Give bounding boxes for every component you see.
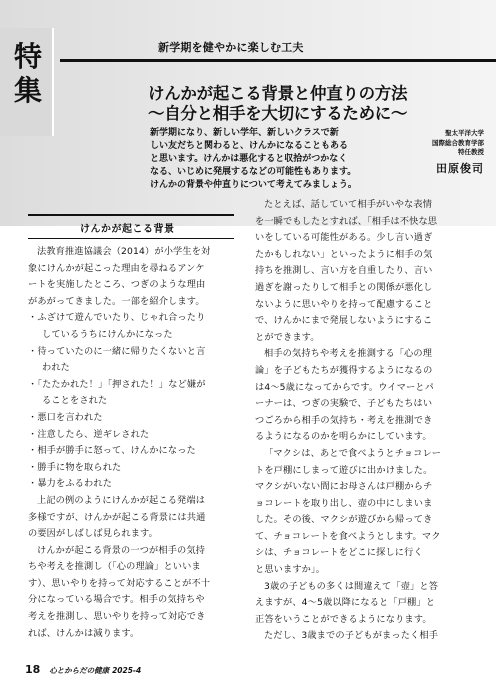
text-line: たとえば、話していて相手がいやな表情 (264, 199, 433, 210)
kicker: 新学期を健やかに楽しむ工夫 (158, 41, 304, 54)
text-line: 持ちを推測し、言い方を自重したり、言い (255, 265, 433, 277)
text-line: は4〜5歳になってからです。ウイマーとパ (255, 381, 434, 393)
bullet-line: ・注意したら、逆ギレされた (28, 428, 150, 440)
text-line: けんかが起こる背景の一つが相手の気持 (37, 544, 206, 556)
text-line: たかもしれない」といったように相手の気 (255, 248, 433, 260)
page-footer (25, 663, 141, 676)
lead-line: と思います。けんかは悪化すると収拾がつかなく (150, 154, 348, 164)
text-line: 正答をいうことができるようになります。 (255, 613, 432, 625)
text-line: マクシがいない間にお母さんは戸棚からチ (255, 481, 433, 493)
text-line: しているうちにけんかになった (42, 328, 173, 340)
bullet-line: ・勝手に物を取られた (28, 461, 122, 473)
text-line: 分になっている場合です。相手の気持ちや (28, 594, 205, 606)
magazine-title: 心とからだの健康 (49, 666, 110, 675)
text-line: ョコレートを取り出し、壺の中にしまいま (255, 497, 433, 509)
text-line: す）、思いやりを持って対応することが不十 (28, 577, 211, 589)
bullet-line: ・ふざけて遊んでいたり、じゃれ合ったり (28, 312, 206, 324)
text-line: ただし、3歳までの子どもがまったく相手 (264, 630, 439, 642)
text-line: で、けんかにまで発展しないようにするこ (255, 315, 433, 327)
text-line: るようになるのかを明らかにしています。 (255, 431, 432, 443)
text-line: シは、チョコレートをどこに探しに行く (255, 547, 423, 559)
text-line: 相手の気持ちや考えを推測する「心の理 (264, 348, 433, 360)
text-line: われた (42, 362, 71, 374)
bullet-line: ・暴力をふるわれた (28, 478, 113, 490)
text-line: つごろから相手の気持ち・考えを推測でき (255, 414, 433, 426)
bullet-line: ・「たたかれた！」「押された！」など嫌が (28, 378, 206, 390)
lead-line: しい友だちと関わると、けんかになることもある (150, 141, 349, 151)
text-line: ートを実施したところ、つぎのような理由 (28, 279, 206, 291)
text-line: を一瞬でもしたとすれば、「相手は不快な思 (255, 215, 438, 227)
section-heading-box (28, 214, 234, 239)
lead-paragraph (150, 127, 372, 192)
lead-line: なる、いじめに発展するなどの可能性もあります。 (150, 167, 357, 177)
article-title: けんかが起こる背景と仲直りの方法 (148, 84, 408, 103)
bullet-line: ・相手が勝手に怒って、けんかになった (28, 445, 196, 457)
header-divider (60, 59, 496, 62)
bullet-line: ・悪口を言われた (28, 411, 103, 423)
left-column (28, 244, 232, 642)
author-block (384, 129, 484, 176)
lead-line: けんかの背景や仲直りについて考えてみましょう。 (150, 180, 357, 190)
text-line: えますが、4〜5歳以降になると「戸棚」と (255, 597, 436, 609)
text-line: とができます。 (255, 331, 320, 343)
text-line: て、チョコレートを食べようとします。マク (255, 530, 441, 542)
text-line: 「マクシは、あとで食べようとチョコレー (264, 447, 442, 459)
text-line: 過ぎを謝ったりして相手との関係が悪化し (255, 281, 433, 293)
text-line: ることをされた (42, 395, 108, 407)
text-line: ないように思いやりを持って配慮すること (255, 298, 433, 310)
author-affiliation: 聖太平洋大学 (445, 129, 484, 137)
text-line: 考えを推測し、思いやりを持って対応でき (28, 611, 206, 623)
text-line: トを戸棚にしまって遊びに出かけました。 (255, 464, 433, 476)
text-line: れば、けんかは減ります。 (28, 627, 140, 639)
section-heading: けんかが起こる背景 (80, 224, 175, 235)
text-line: の要因がしばしば見られます。 (28, 528, 158, 540)
text-line: 論」を子どもたちが獲得するようになるの (255, 364, 433, 376)
text-line: 上記の例のようにけんかが起こる発端は (37, 494, 206, 506)
text-line: 象にけんかが起こった理由を尋ねるアンケ (28, 262, 205, 274)
text-line: ちや考えを推測し（「心の理論」といいま (28, 561, 201, 573)
text-line: 多様ですが、けんかが起こる背景には共通 (28, 511, 206, 523)
text-line: した。その後、マクシが遊びから帰ってき (255, 514, 433, 526)
page-number: 18 (25, 663, 41, 676)
feature-tag: 特集 (13, 40, 42, 107)
text-line: ーナーは、つぎの実験で、子どもたちはい (255, 398, 433, 410)
text-line: 3歳の子どもの多くは間違えて「壺」と答 (264, 580, 439, 592)
text-line: いをしている可能性がある。少し言い過ぎ (255, 232, 433, 244)
right-column (255, 197, 463, 645)
author-position: 特任教授 (458, 148, 484, 156)
issue-number: 2025-4 (112, 666, 142, 675)
lead-line: 新学期になり、新しい学年、新しいクラスで新 (150, 128, 339, 138)
text-line: と思いますか」。 (255, 564, 326, 576)
author-department: 国際総合教育学部 (432, 138, 484, 147)
bullet-line: ・待っていたのに一緒に帰りたくないと言 (28, 345, 206, 357)
article-subtitle: 〜自分と相手を大切にするために〜 (148, 104, 408, 123)
text-line: があがってきました。一部を紹介します。 (28, 295, 205, 307)
text-line: 法教育推進協議会（2014）が小学生を対 (37, 246, 211, 257)
author-name: 田原俊司 (436, 161, 484, 175)
